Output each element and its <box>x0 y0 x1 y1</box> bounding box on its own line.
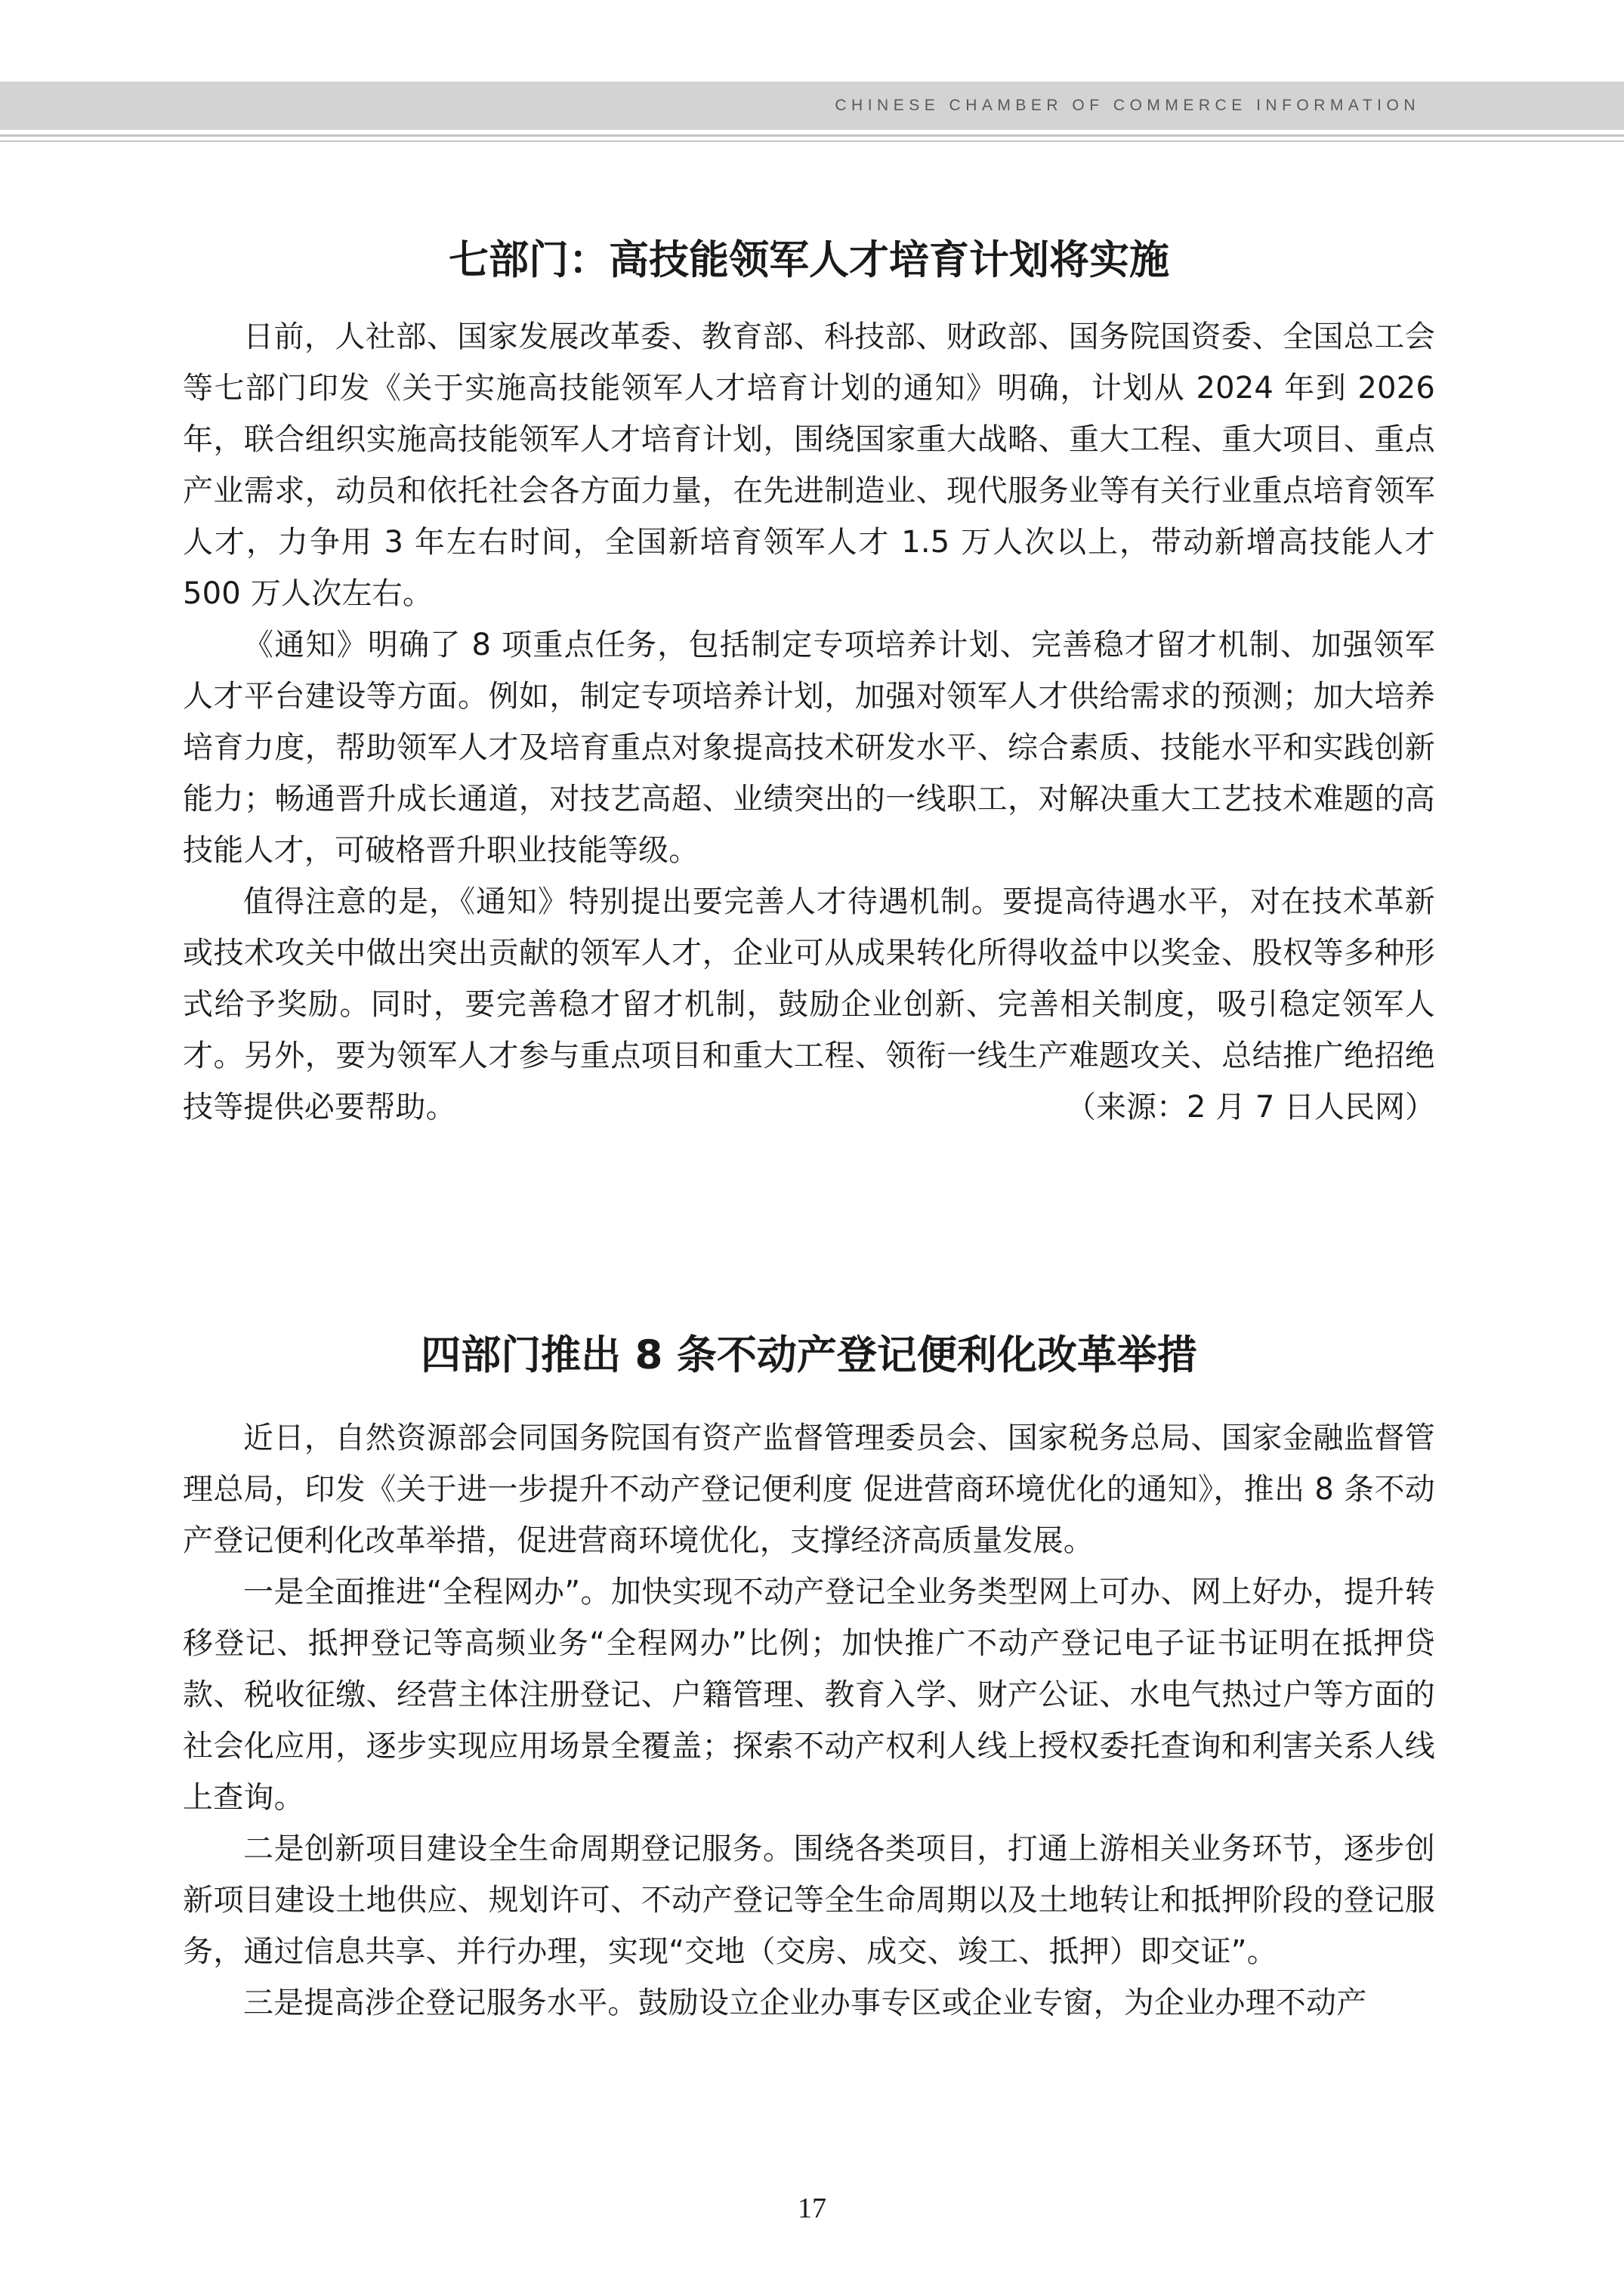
header-rule <box>0 140 1624 142</box>
running-header: CHINESE CHAMBER OF COMMERCE INFORMATION <box>835 97 1420 114</box>
paragraph: 近日，自然资源部会同国务院国有资产监督管理委员会、国家税务总局、国家金融监督管理总局，印发《关于进一步提升不动产登记便利度 促进营商环境优化的通知》，推出 8 条不动产登记便利化改革举措，促进营商环境优化，支撑经济高质量发展。 <box>183 1421 1435 1558</box>
paragraph: 三是提高涉企登记服务水平。鼓励设立企业办事专区或企业专窗，为企业办理不动产 <box>243 1986 1367 2020</box>
paragraph: 二是创新项目建设全生命周期登记服务。围绕各类项目，打通上游相关业务环节，逐步创新项目建设土地供应、规划许可、不动产登记等全生命周期以及土地转让和抵押阶段的登记服务，通过信息共享、并行办理，实现“交地（交房、成交、竣工、抵押）即交证”。 <box>183 1832 1435 1969</box>
article-source: （来源：2 月 7 日人民网） <box>1065 1090 1435 1125</box>
article-title: 七部门：高技能领军人才培育计划将实施 <box>449 237 1169 283</box>
article-body <box>183 311 1435 1133</box>
page-number: 17 <box>798 2193 826 2224</box>
article-title: 四部门推出 8 条不动产登记便利化改革举措 <box>421 1332 1197 1378</box>
header-rule <box>0 134 1624 137</box>
paragraph: 一是全面推进“全程网办”。加快实现不动产登记全业务类型网上可办、网上好办，提升转移登记、抵押登记等高频业务“全程网办”比例；加快推广不动产登记电子证书证明在抵押贷款、税收征缴、经营主体注册登记、户籍管理、教育入学、财产公证、水电气热过户等方面的社会化应用，逐步实现应用场景全覆盖；探索不动产权利人线上授权委托查询和利害关系人线上查询。 <box>183 1575 1435 1815</box>
article-body <box>183 1412 1435 2029</box>
paragraph: 日前，人社部、国家发展改革委、教育部、科技部、财政部、国务院国资委、全国总工会等七部门印发《关于实施高技能领军人才培育计划的通知》明确，计划从 2024 年到 2026 年，联合组织实施高技能领军人才培育计划，围绕国家重大战略、重大工程、重大项目、重点产业需求，动员和依托社会各方面力量，在先进制造业、现代服务业等有关行业重点培育领军人才，力争用 3 年左右时间，全国新培育领军人才 1.5 万人次以上，带动新增高技能人才 500 万人次左右。 <box>183 319 1435 611</box>
paragraph: 值得注意的是，《通知》特别提出要完善人才待遇机制。要提高待遇水平，对在技术革新或技术攻关中做出突出贡献的领军人才，企业可从成果转化所得收益中以奖金、股权等多种形式给予奖励。同时，要完善稳才留才机制，鼓励企业创新、完善相关制度，吸引稳定领军人才。另外，要为领军人才参与重点项目和重大工程、领衔一线生产难题攻关、总结推广绝招绝技等提供必要帮助。 <box>183 884 1435 1125</box>
paragraph: 《通知》明确了 8 项重点任务，包括制定专项培养计划、完善稳才留才机制、加强领军人才平台建设等方面。例如，制定专项培养计划，加强对领军人才供给需求的预测；加大培养培育力度，帮助领军人才及培育重点对象提高技术研发水平、综合素质、技能水平和实践创新能力；畅通晋升成长通道，对技艺高超、业绩突出的一线职工，对解决重大工艺技术难题的高技能人才，可破格晋升职业技能等级。 <box>183 628 1435 868</box>
